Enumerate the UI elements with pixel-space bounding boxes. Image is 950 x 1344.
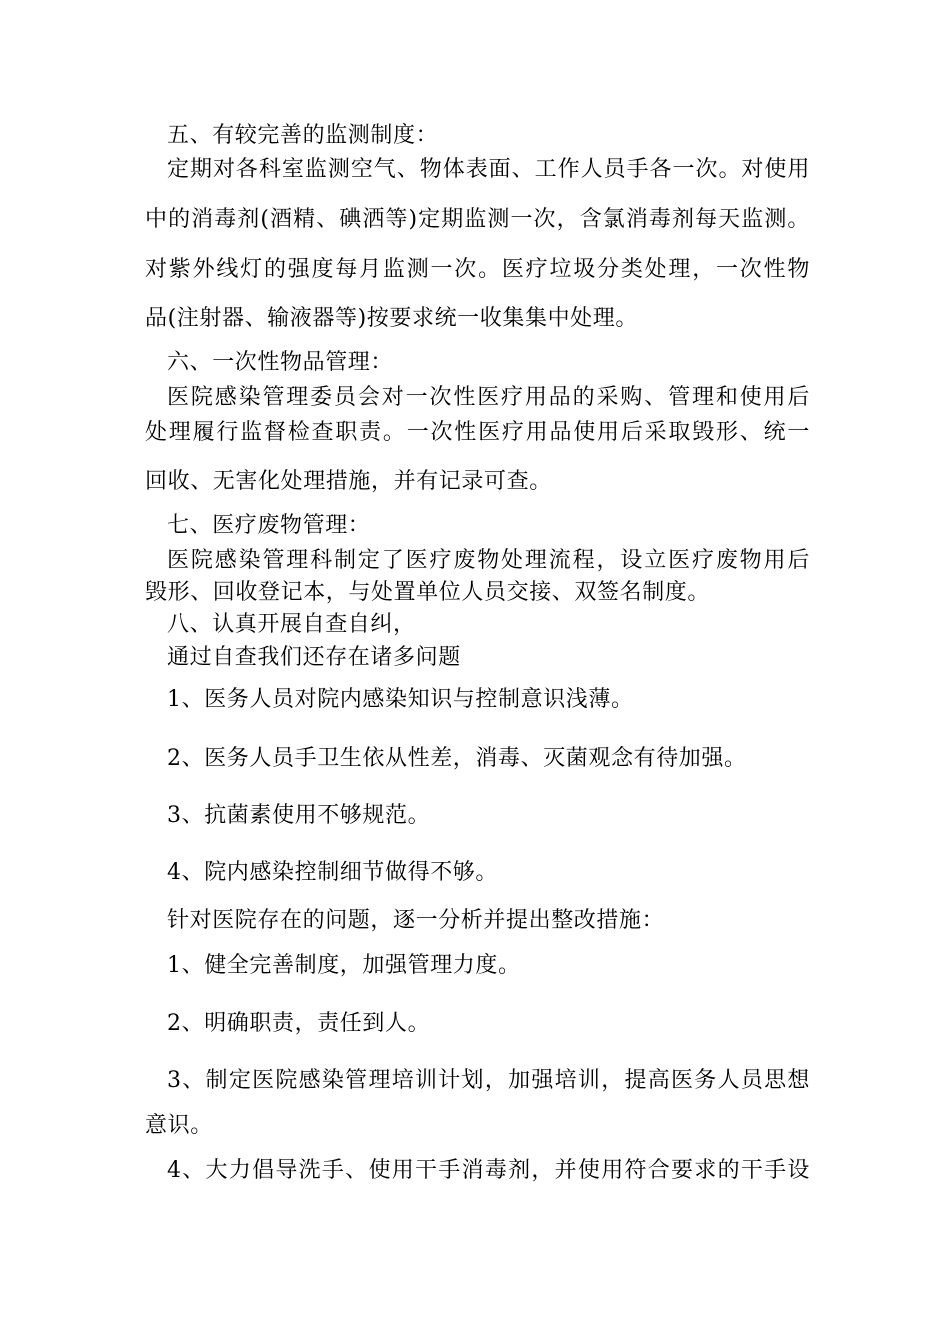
section-7-text-line-2: 毁形、回收登记本，与处置单位人员交接、双签名制度。 [145,580,711,605]
section-6-text-line-2: 处理履行监督检查职责。一次性医疗用品使用后采取毁形、统一 [145,420,810,445]
section-7-heading: 七、医疗废物管理： [167,513,371,538]
section-6-text-line-3: 回收、无害化处理措施，并有记录可查。 [145,469,552,494]
problem-item-1: 1、医务人员对院内感染知识与控制意识浅薄。 [167,687,634,712]
section-5-text-line-4: 品(注射器、输液器等)按要求统一收集集中处理。 [145,306,638,331]
measure-item-3-line-1: 3、制定医院感染管理培训计划，加强培训，提高医务人员思想 [167,1068,810,1093]
section-5-text-line-2: 中的消毒剂(酒精、碘洒等)定期监测一次，含氯消毒剂每天监测。 [145,207,810,232]
section-7-text-line-1: 医院感染管理科制定了医疗废物处理流程，设立医疗废物用后 [167,548,810,573]
measures-intro: 针对医院存在的问题，逐一分析并提出整改措施： [167,908,665,933]
section-5-heading: 五、有较完善的监测制度： [167,123,439,148]
measure-item-1: 1、健全完善制度，加强管理力度。 [167,953,521,978]
section-6-heading: 六、一次性物品管理： [167,350,394,375]
measure-item-2: 2、明确职责，责任到人。 [167,1011,431,1036]
section-6-text-line-1: 医院感染管理委员会对一次性医疗用品的采购、管理和使用后 [167,385,810,410]
section-5-text-line-3: 对紫外线灯的强度每月监测一次。医疗垃圾分类处理，一次性物 [145,257,810,282]
problem-item-4: 4、院内感染控制细节做得不够。 [167,860,498,885]
problem-item-2: 2、医务人员手卫生依从性差，消毒、灭菌观念有待加强。 [167,746,747,771]
section-8-intro: 通过自查我们还存在诸多问题 [167,645,461,670]
problem-item-3: 3、抗菌素使用不够规范。 [167,803,431,828]
section-5-text-line-1: 定期对各科室监测空气、物体表面、工作人员手各一次。对使用 [167,157,810,182]
measure-item-3-line-2: 意识。 [145,1113,213,1138]
section-8-heading: 八、认真开展自查自纠， [167,612,416,637]
measure-item-4-line-1: 4、大力倡导洗手、使用干手消毒剂，并使用符合要求的干手设 [167,1158,810,1183]
